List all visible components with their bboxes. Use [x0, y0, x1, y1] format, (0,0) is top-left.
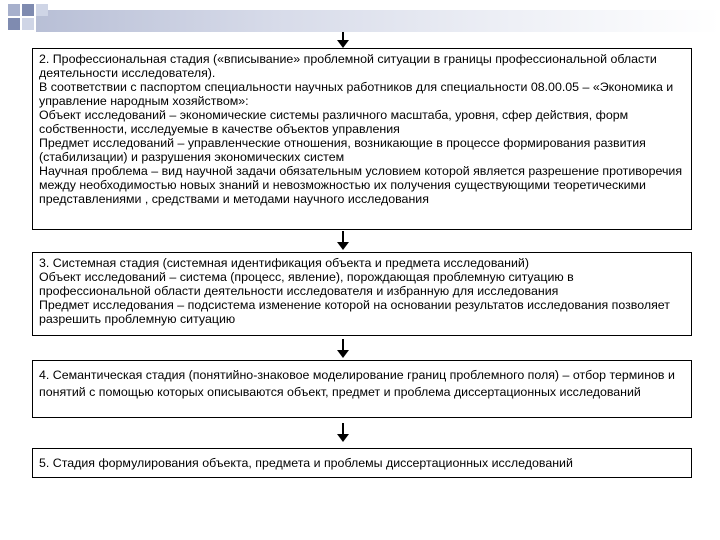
stage-5-box — [32, 448, 692, 478]
stage-3-box — [32, 252, 692, 336]
deco-square-1 — [8, 4, 20, 16]
decorative-header — [0, 0, 720, 36]
stage-2-title: 2. Профессиональная стадия («вписывание» проблемной ситуации в границы профессиональной области деятельности исследователя). — [39, 52, 657, 80]
stage-5-text: 5. Стадия формулирования объекта, предмета и проблемы диссертационных исследований — [39, 456, 573, 470]
stage-2-object: Объект исследований – экономические системы различного масштаба, уровня, сфер действия, форм собственности, исследуемые в качестве объектов управления — [39, 108, 629, 136]
stage-2-box — [32, 48, 692, 230]
arrow-stage-2-to-3 — [337, 231, 349, 251]
stage-4-box — [32, 360, 692, 418]
deco-square-3 — [8, 18, 20, 30]
stage-2-subject: Предмет исследований – управленческие отношения, возникающие в процессе формирования развития (стабилизации) и разрушения экономических систем — [39, 136, 646, 164]
stage-2-passport: В соответствии с паспортом специальности научных работников для специальности 08.00.05 – «Экономика и управление народным хозяйством»: — [39, 80, 674, 108]
stage-2-problem: Научная проблема – вид научной задачи обязательным условием которой является разрешение противоречия между необходимостью новых знаний и невозможностью их получения существующими теоретическими представлениями , средствами и методами научного исследования — [39, 164, 683, 206]
deco-square-2 — [22, 4, 34, 16]
stage-3-title: 3. Системная стадия (системная идентификация объекта и предмета исследований) — [39, 256, 529, 270]
header-gradient-band — [36, 10, 720, 32]
arrow-into-stage-2 — [337, 32, 349, 48]
deco-square-4 — [22, 18, 34, 30]
deco-square-5 — [36, 4, 48, 16]
arrow-stage-3-to-4 — [337, 339, 349, 359]
stage-3-object: Объект исследований – система (процесс, явление), порождающая проблемную ситуацию в профессиональной области деятельности исследователя и избранную для исследования — [39, 270, 574, 298]
arrow-stage-4-to-5 — [337, 423, 349, 443]
stage-3-subject: Предмет исследования – подсистема изменение которой на основании результатов исследования позволяет разрешить проблемную ситуацию — [39, 298, 670, 326]
stage-4-text: 4. Семантическая стадия (понятийно-знаковое моделирование границ проблемного поля) – отбор терминов и понятий с помощью которых описываются объект, предмет и проблема диссертационных исследований — [39, 368, 675, 399]
